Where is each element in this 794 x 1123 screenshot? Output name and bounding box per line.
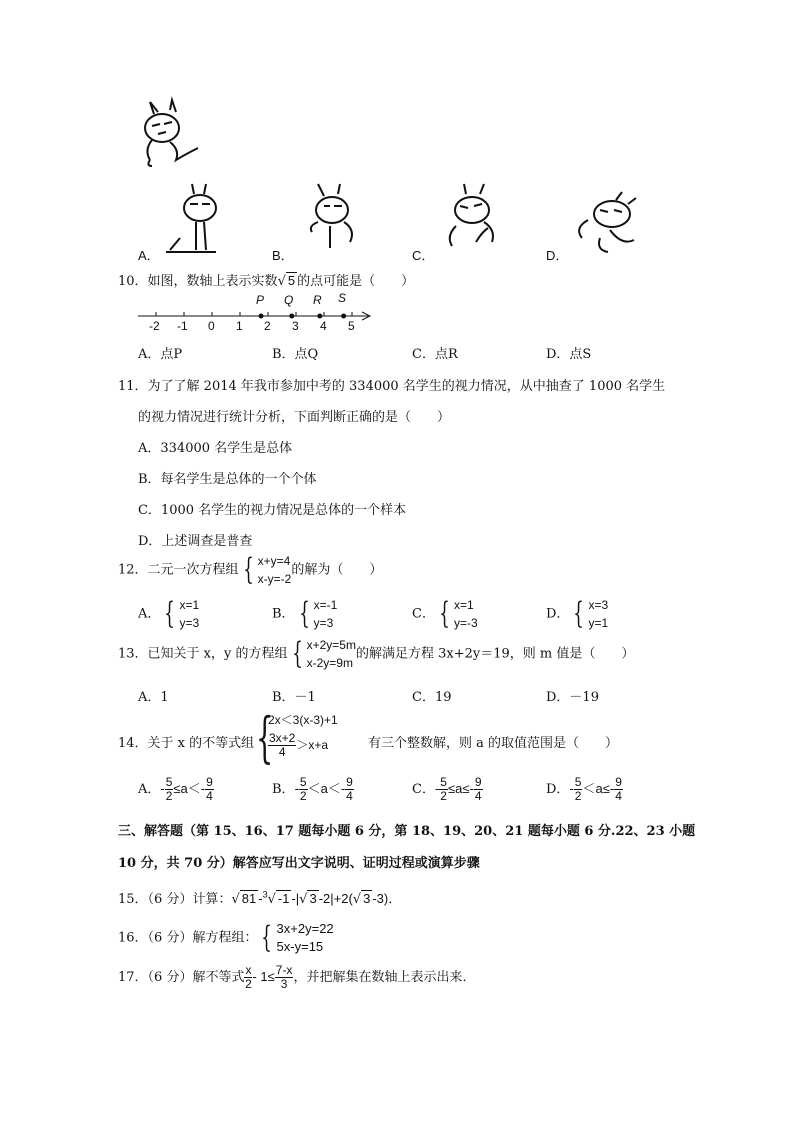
rabbit-figure-main xyxy=(136,100,206,175)
sign: - xyxy=(160,781,165,796)
inequality-2 xyxy=(268,732,328,759)
inequality-rest: ＞x+a xyxy=(296,738,329,752)
brace: { xyxy=(242,552,254,587)
sqrt-symbol: √ xyxy=(277,274,286,289)
fraction-denominator: 4 xyxy=(278,745,286,759)
equation: x=3 xyxy=(588,598,609,612)
question-10-option-a[interactable]: A．点P xyxy=(138,347,183,362)
equation: x=1 xyxy=(179,598,200,612)
fraction-denominator: 2 xyxy=(574,789,582,803)
fraction-denominator: 3 xyxy=(280,977,288,991)
q9-option-d-label: D． xyxy=(546,248,569,263)
sqrt-symbol: √ xyxy=(231,892,240,907)
question-12-option-b[interactable] xyxy=(272,596,337,632)
equation: 5x-y=15 xyxy=(276,939,324,954)
tick-label: 1 xyxy=(236,319,243,333)
question-12-option-a[interactable] xyxy=(138,596,199,632)
brace: { xyxy=(573,596,585,631)
radicand: 81 xyxy=(241,891,257,906)
question-11-option-d[interactable]: D．上述调查是普查 xyxy=(138,534,253,549)
question-14-option-c[interactable] xyxy=(412,776,483,803)
fraction-numerator: 5 xyxy=(299,775,307,789)
option-label: D． xyxy=(546,782,570,797)
question-17-number: 17． xyxy=(118,970,148,985)
equation-system xyxy=(288,636,356,672)
operator: - xyxy=(258,891,263,906)
fraction-denominator: 4 xyxy=(346,789,353,803)
point-label-p: P xyxy=(256,293,265,307)
question-17-prefix: （6 分）解不等式 xyxy=(147,970,245,985)
tick-label: 0 xyxy=(208,319,215,333)
option-label: C． xyxy=(412,606,435,622)
point-r xyxy=(317,314,322,319)
question-11-stem-line2: 的视力情况进行统计分析，下面判断正确的是（ ） xyxy=(138,410,451,425)
sign: - xyxy=(294,781,299,796)
relation: ≤a＜ xyxy=(173,781,201,796)
question-15-prefix: （6 分）计算： xyxy=(147,892,232,907)
sqrt-symbol: √ xyxy=(267,892,276,907)
question-16-prefix: （6 分）解方程组： xyxy=(147,930,258,946)
question-17-suffix: ，并把解集在数轴上表示出来． xyxy=(293,970,476,985)
fraction-numerator: 7-x xyxy=(275,963,293,977)
question-11-text: 为了了解 2014 年我市参加中考的 334000 名学生的视力情况，从中抽查了 1000 名学生 xyxy=(147,379,666,394)
equation: y=3 xyxy=(313,616,334,630)
option-label: D． xyxy=(546,606,570,622)
question-13-stem xyxy=(118,636,634,672)
question-14-text-before: 关于 x 的不等式组 xyxy=(147,736,255,751)
fraction-numerator: 9 xyxy=(474,775,482,789)
tick-label: -1 xyxy=(177,319,188,333)
sign: - xyxy=(609,781,615,796)
equation: x-2y=9m xyxy=(306,656,353,670)
question-13-option-b[interactable]: B．－1 xyxy=(272,690,316,705)
fraction-numerator: 9 xyxy=(346,775,353,789)
equation: x=-1 xyxy=(313,598,338,612)
equation-system xyxy=(257,920,333,956)
fraction-numerator: 9 xyxy=(206,775,213,789)
brace: { xyxy=(256,706,274,769)
fraction-numerator: 5 xyxy=(165,775,173,789)
fraction-denominator: 4 xyxy=(206,789,213,803)
question-11-option-a[interactable]: A．334000 名学生是总体 xyxy=(138,441,293,456)
equation: x-y=-2 xyxy=(257,572,292,586)
point-p xyxy=(259,314,264,319)
question-14-option-d[interactable] xyxy=(546,776,623,803)
sqrt-symbol: √ xyxy=(299,892,308,907)
question-12-number: 12． xyxy=(118,562,148,578)
question-12-text-after: 的解为（ ） xyxy=(291,562,383,578)
question-10-stem xyxy=(118,270,414,289)
question-12-option-d[interactable] xyxy=(546,596,608,632)
fraction-numerator: x xyxy=(245,963,252,977)
option-label: C． xyxy=(412,782,435,797)
question-12-option-c[interactable] xyxy=(412,596,478,632)
equation-system xyxy=(239,552,292,588)
question-10-radicand: 5 xyxy=(287,273,296,288)
root-index: 3 xyxy=(262,889,268,900)
fraction-numerator: 9 xyxy=(615,775,622,789)
question-14-number-and-text xyxy=(118,732,254,751)
question-11-option-c[interactable]: C．1000 名学生的视力情况是总体的一个样本 xyxy=(138,503,407,518)
brace: { xyxy=(298,596,310,631)
sign: - xyxy=(569,781,574,796)
operator: -2|+2( xyxy=(318,891,353,906)
rabbit-figure-a xyxy=(160,182,230,257)
fraction-denominator: 2 xyxy=(165,789,173,803)
tick-label: 5 xyxy=(348,319,355,333)
q9-option-b-label: B． xyxy=(272,248,294,263)
sign: - xyxy=(340,781,346,796)
equation: x+2y=5m xyxy=(306,638,356,652)
question-14-number: 14． xyxy=(118,736,148,751)
question-11-option-b[interactable]: B．每名学生是总体的一个个体 xyxy=(138,472,317,487)
radicand: -1 xyxy=(277,891,290,906)
question-13-option-a[interactable]: A．1 xyxy=(138,690,169,705)
brace: { xyxy=(164,596,176,631)
relation: ＜a＜ xyxy=(307,781,341,796)
question-10-text-after: 的点可能是（ ） xyxy=(297,274,415,289)
question-13-option-c[interactable]: C．19 xyxy=(412,690,452,705)
fraction-denominator: 2 xyxy=(299,789,307,803)
point-s xyxy=(341,314,346,319)
fraction-denominator: 2 xyxy=(245,977,252,991)
rabbit-figure-b xyxy=(300,182,370,257)
fraction-numerator: 3x+2 xyxy=(269,731,296,745)
tick-label: 4 xyxy=(320,319,327,333)
fraction-denominator: 4 xyxy=(474,789,482,803)
tick-label: -2 xyxy=(149,319,160,333)
equation: x=1 xyxy=(454,598,474,612)
option-label: A． xyxy=(138,782,161,797)
equation: y=-3 xyxy=(454,616,478,630)
question-11-stem-line1 xyxy=(118,375,665,394)
question-13-text-after: 的解满足方程 3x+2y＝19，则 m 值是（ ） xyxy=(355,646,635,662)
section-3-heading-line1: 三、解答题（第 15、16、17 题每小题 6 分，第 18、19、20、21 题每小题 6 分.22、23 小题 xyxy=(118,824,696,839)
brace: { xyxy=(291,636,303,671)
question-13-number: 13． xyxy=(118,646,148,662)
q9-option-a-label: A． xyxy=(138,248,160,263)
sqrt-symbol: √ xyxy=(352,892,362,907)
question-16-number: 16． xyxy=(118,930,148,946)
expression-end: -3)． xyxy=(372,891,402,906)
equation: y=1 xyxy=(588,616,609,630)
rabbit-figure-c xyxy=(436,182,506,257)
fraction-numerator: 5 xyxy=(440,775,447,789)
sign: - xyxy=(434,781,440,796)
question-10-option-c[interactable]: C．点R xyxy=(412,347,458,362)
option-label: B． xyxy=(272,782,295,797)
question-13-option-d[interactable]: D．－19 xyxy=(546,690,599,705)
question-14-option-b[interactable] xyxy=(272,776,354,803)
equation: 3x+2y=22 xyxy=(276,921,334,936)
question-14-option-a[interactable] xyxy=(138,776,214,803)
operator: -| xyxy=(291,891,300,906)
question-14-text-after: 有三个整数解，则 a 的取值范围是（ ） xyxy=(368,736,619,751)
option-label: B． xyxy=(272,606,295,622)
tick-label: 3 xyxy=(292,319,299,333)
question-12-stem xyxy=(118,552,382,588)
equation: x+y=4 xyxy=(257,554,291,568)
radicand: 3 xyxy=(309,891,317,906)
relation: ＜a≤ xyxy=(582,781,610,796)
relation: ≤a≤ xyxy=(447,781,470,796)
question-10-text-before: 如图，数轴上表示实数 xyxy=(147,274,278,289)
question-15 xyxy=(118,888,401,907)
question-10-number: 10． xyxy=(118,274,148,289)
point-label-r: R xyxy=(313,293,322,307)
equation: y=3 xyxy=(179,616,200,630)
question-15-number: 15． xyxy=(118,892,148,907)
question-17 xyxy=(118,964,475,991)
question-13-text-before: 已知关于 x，y 的方程组 xyxy=(147,646,288,662)
question-10-option-d[interactable]: D．点S xyxy=(546,347,592,362)
section-3-heading-line2: 10 分，共 70 分）解答应写出文字说明、证明过程或演算步骤 xyxy=(118,856,480,871)
question-11-number: 11． xyxy=(118,379,148,394)
inequality-1: 2x＜3(x-3)+1 xyxy=(268,713,338,727)
fraction-denominator: 2 xyxy=(440,789,447,803)
fraction-numerator: 5 xyxy=(574,775,582,789)
point-label-q: Q xyxy=(284,293,294,307)
sign: - xyxy=(200,781,206,796)
question-16 xyxy=(118,920,334,956)
point-label-s: S xyxy=(338,291,347,305)
point-q xyxy=(289,314,294,319)
question-10-option-b[interactable]: B．点Q xyxy=(272,347,319,362)
sign: - xyxy=(469,781,474,796)
operator: - 1≤ xyxy=(252,969,275,984)
radicand: 3 xyxy=(363,891,371,906)
tick-label: 2 xyxy=(264,319,271,333)
q9-option-c-label: C． xyxy=(412,248,435,263)
brace: { xyxy=(261,920,273,955)
rabbit-figure-d xyxy=(570,190,650,260)
fraction-denominator: 4 xyxy=(615,789,622,803)
brace: { xyxy=(439,596,450,631)
option-label: A． xyxy=(138,606,161,622)
question-12-text-before: 二元一次方程组 xyxy=(147,562,239,578)
